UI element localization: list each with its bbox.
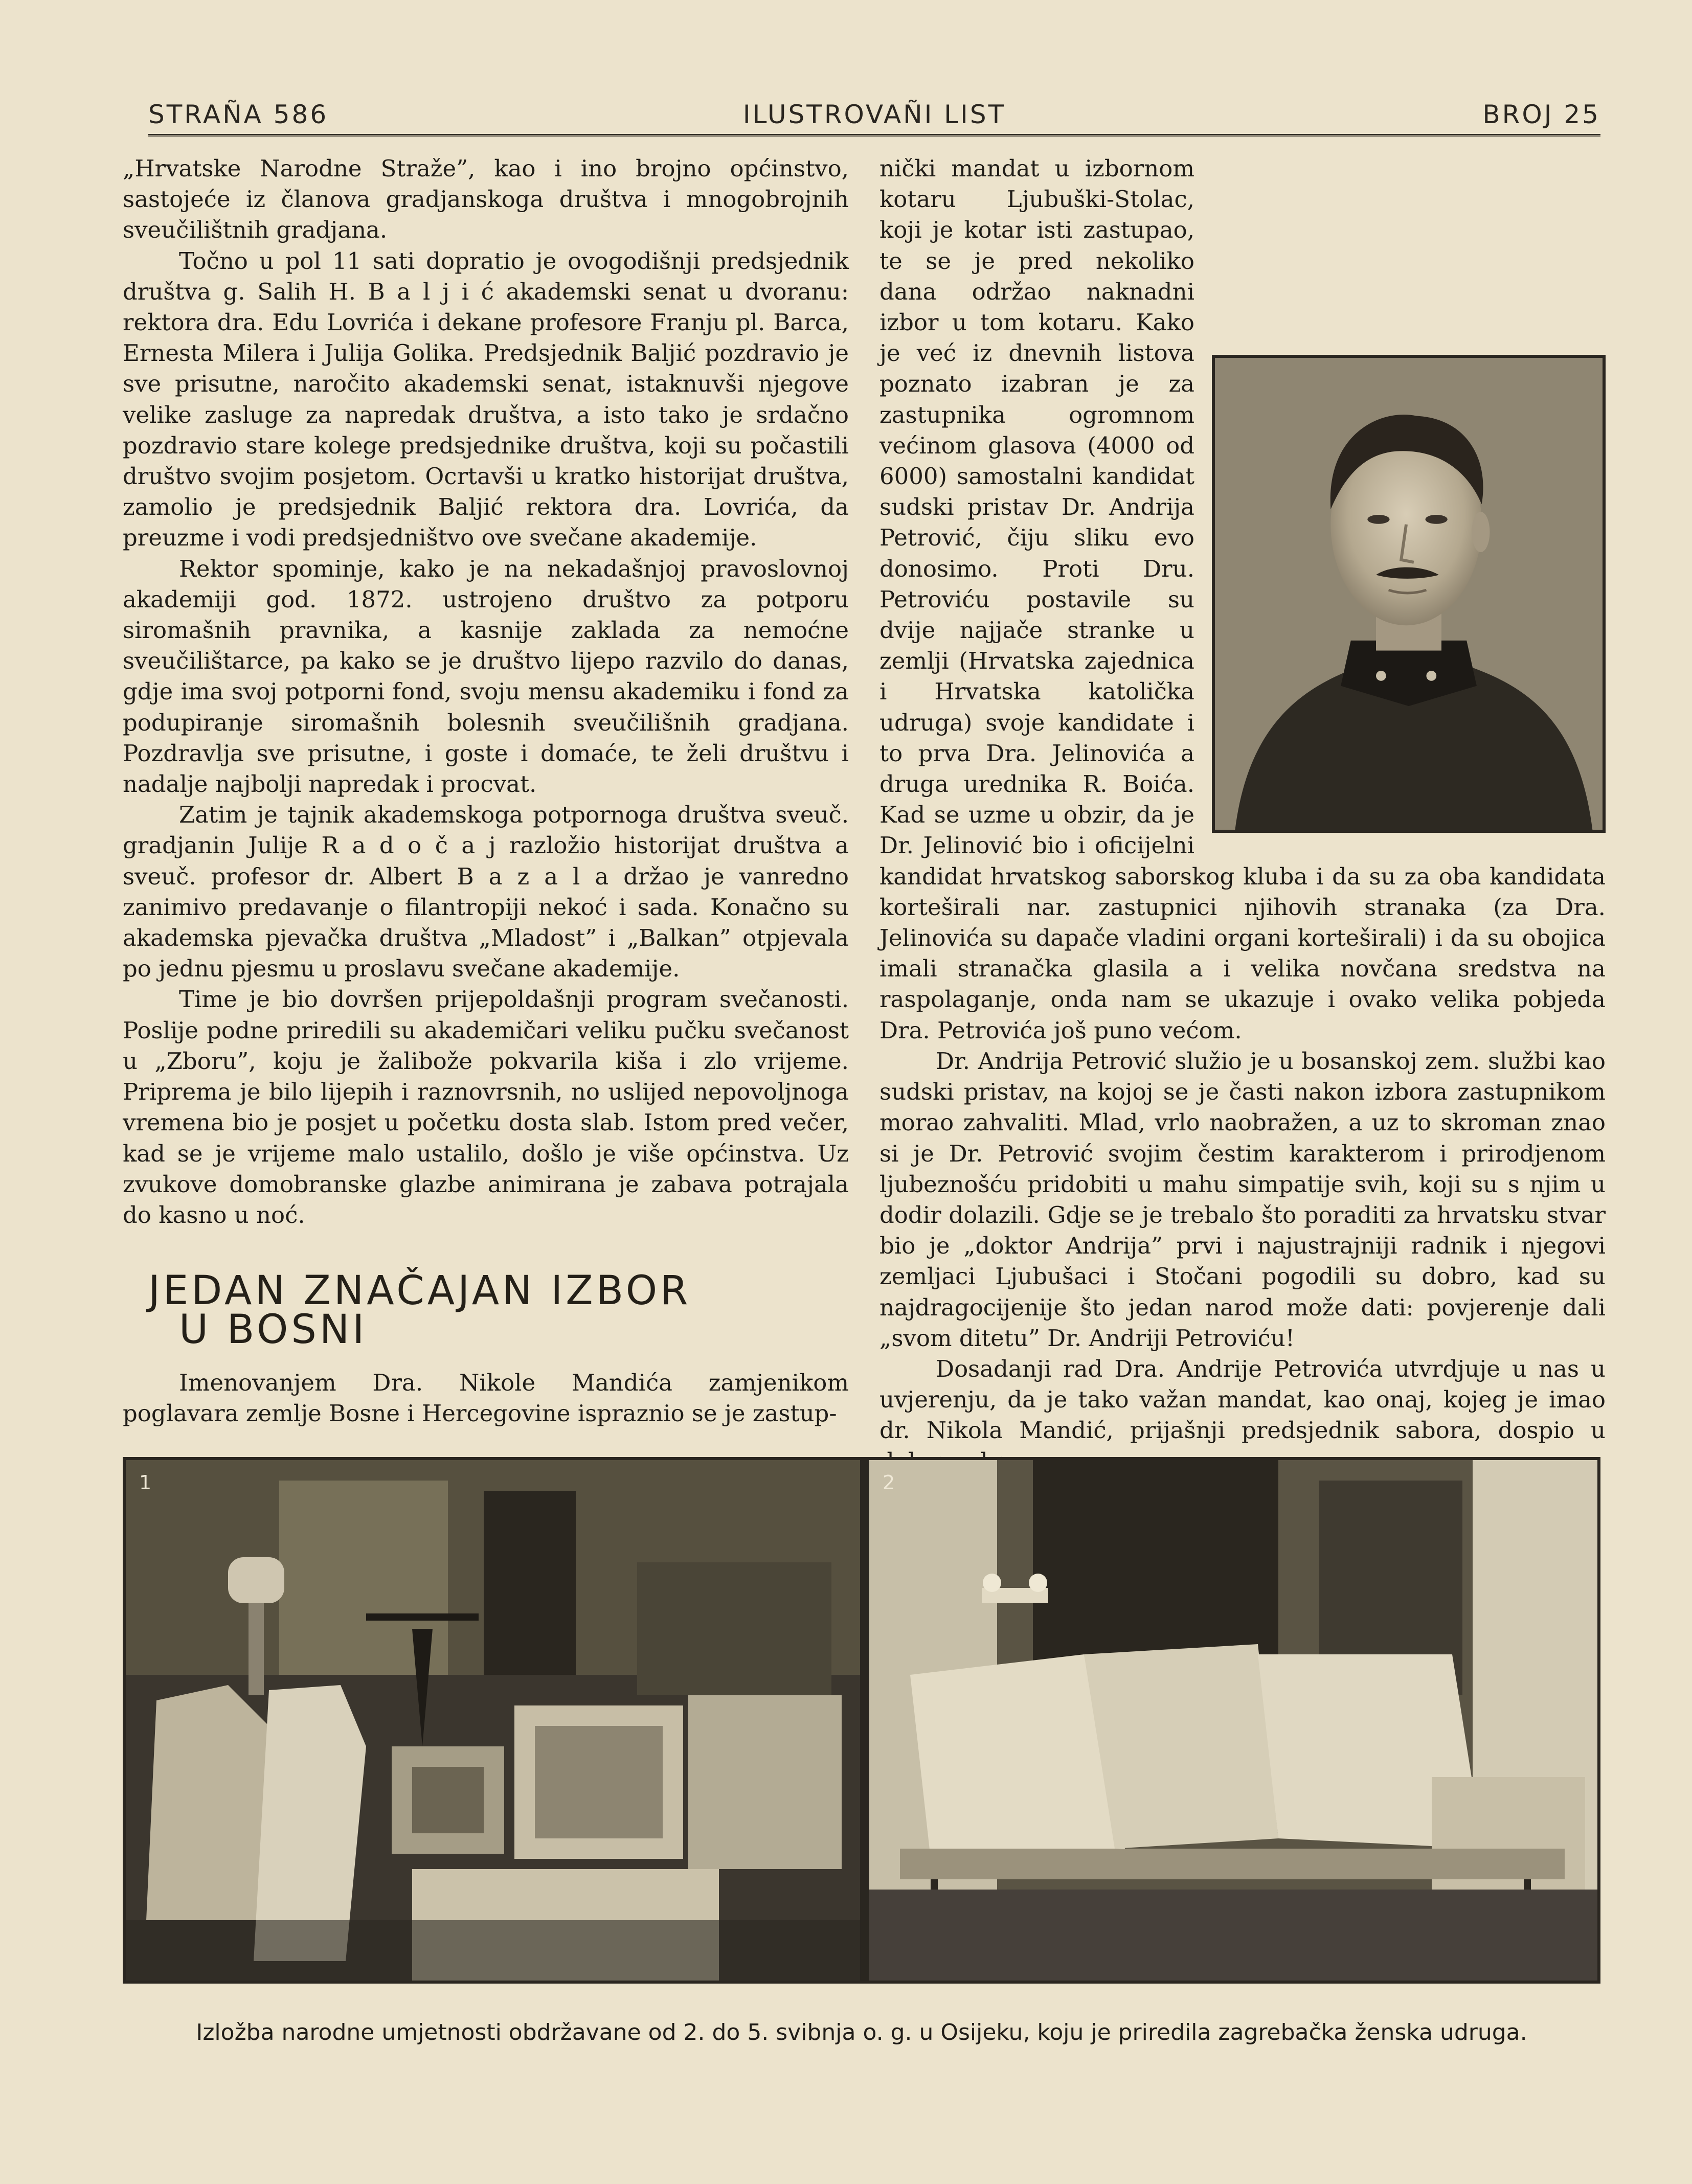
- right-column: [879, 153, 1606, 1477]
- headline-line: U BOSNI: [179, 1307, 368, 1353]
- exhibition-image-2: [869, 1460, 1597, 1981]
- paragraph: Točno u pol 11 sati dopratio je ovogodišnji predsjednik društva g. Salih H. B a l j i ć akademski senat u dvoranu: rektora dra. Edu Lovrića i dekane profesore Franju pl. Barca, Ernesta Milera i Julija Golika. Predsjednik Baljić pozdravio je sve prisutne, naročito akademski senat, istaknuvši njegove velike zasluge za napredak društva, a isto tako je srdačno pozdravio stare kolege predsjednike društva, koji su počastili društvo svojim posjetom. Ocrtavši u kratko historijat društva, zamolio je predsjednik Baljić rektora dra. Lovrića, da preuzme i vodi predsjedništvo ove svečane akademije.: [123, 247, 849, 552]
- exhibition-photos: [123, 1457, 1600, 1984]
- headline-line: JEDAN ZNAČAJAN IZBOR: [148, 1268, 691, 1314]
- paragraph: „Hrvatske Narodne Straže”, kao i ino brojno općinstvo, sastojeće iz članova gradjanskoga društva i mnogobrojnih sveučilištnih gradjana.: [123, 155, 849, 244]
- photo-number: 1: [139, 1471, 152, 1494]
- page-header: [148, 100, 1600, 135]
- paragraph: Zatim je tajnik akademskoga potpornoga društva sveuč. gradjanin Julije R a d o č a j razložio historijat društva a sveuč. profesor dr. Albert B a z a l a držao je vanredno zanimivo predavanje o filantropiji nekoć i sada. Konačno su akademska pjevačka društva „Mladost” i „Balkan” otpjevala po jednu pjesmu u proslavu svečane akademije.: [123, 801, 849, 983]
- publication-title: ILUSTROVAÑI LIST: [742, 100, 1006, 129]
- paragraph: Time je bio dovršen prijepoldašnji program svečanosti. Poslije podne priredili su akademičari veliku pučku svečanost u „Zboru”, koju je žalibože pokvarila kiša i zlo vrijeme. Priprema je bilo lijepih i raznovrsnih, no uslijed nepovoljnoga vremena bio je posjet u početku dosta slab. Istom pred večer, kad se je vrijeme malo ustalilo, došlo je više općinstva. Uz zvukove domobranske glazbe animirana je zabava potrajala do kasno u noć.: [123, 986, 849, 1228]
- photo-number: 2: [883, 1471, 895, 1494]
- paragraph: Imenovanjem Dra. Nikole Mandića zamjenikom poglavara zemlje Bosne i Hercegovine ispraznio se je zastup-: [123, 1369, 849, 1427]
- paragraph: nički mandat u izbornom kotaru Ljubuški-Stolac, koji je kotar isti zastupao, te se je pred nekoliko dana održao naknadni izbor u tom kotaru. Kako je već iz dnevnih listova poznato izabran je za zastupnika ogromnom većinom glasova (4000 od 6000) samostalni kandidat sudski pristav Dr. Andrija Petrović, čiju sliku evo donosimo. Proti Dru. Petroviću postavile su dvije najjače stranke u zemlji (Hrvatska zajednica i Hrvatska katolička udruga) svoje kandidate i to prva Dra. Jelinovića a druga urednika R. Boića. Kad se uzme u obzir, da je Dr. Jelinović bio i oficijelni kandidat hrvatskog saborskog kluba i da su za oba kandidata korteširali nar. zastupnici njihovih stranaka (za Dra. Jelinovića su dapače vladini organi korteširali) i da su obojica imali stranačka glasila a i velika novčana sredstva na raspolaganje, onda nam se ukazuje i ovako velika pobjeda Dra. Petrovića još puno većom.: [879, 155, 1606, 1044]
- left-column: [123, 153, 849, 1429]
- issue-number: BROJ 25: [1482, 100, 1600, 129]
- paragraph: Dr. Andrija Petrović služio je u bosanskoj zem. službi kao sudski pristav, na kojoj se je časti nakon izbora zastupnikom morao zahvaliti. Mlad, vrlo naobražen, a uz to skroman znao si je Dr. Petrović svojim čestim karakterom i prirodjenom ljubeznošću pridobiti u mahu simpatije svih, koji su s njim u dodir dolazili. Gdje se je trebalo što poraditi za hrvatsku stvar bio je „doktor Andrija” prvi i najustrajniji radnik i njegovi zemljaci Ljubušaci i Stočani pogodili su dobro, kad su najdragocijenije što jedan narod može dati: povjerenje dali „svom ditetu” Dr. Andriji Petroviću!: [879, 1047, 1606, 1352]
- paragraph: Dosadanji rad Dra. Andrije Petrovića utvrdjuje u nas u uvjerenju, da je tako važan mandat, kao onaj, kojeg je imao dr. Nikola Mandić, prijašnji predsjednik sabora, dospio u: [879, 1355, 1606, 1444]
- portrait-image: [1215, 358, 1603, 830]
- exhibition-photo-1: [126, 1460, 860, 1981]
- page-number: STRAÑA 586: [148, 100, 329, 129]
- exhibition-photo-2: [869, 1460, 1597, 1981]
- portrait-photo: [1212, 355, 1606, 833]
- photo-caption: Izložba narodne umjetnosti obdržavane od 2. do 5. svibnja o. g. u Osijeku, koju je priredila zagrebačka ženska udruga.: [196, 2019, 1527, 2045]
- paragraph: Rektor spominje, kako je na nekadašnjoj pravoslovnoj akademiji god. 1872. ustrojeno društvo za potporu siromašnih pravnika, a kasnije zaklada za nemoćne sveučilištarce, pa kako se je društvo lijepo razvilo do danas, gdje ima svoj potporni fond, svoju mensu akademiku i fond za podupiranje siromašnih bolesnih sveučilišnih gradjana. Pozdravlja sve prisutne, i goste i domaće, te želi društvu i nadalje najbolji napredak i procvat.: [123, 555, 849, 798]
- article-headline: [123, 1268, 849, 1353]
- header-rule: [148, 134, 1600, 136]
- exhibition-image-1: [126, 1460, 860, 1981]
